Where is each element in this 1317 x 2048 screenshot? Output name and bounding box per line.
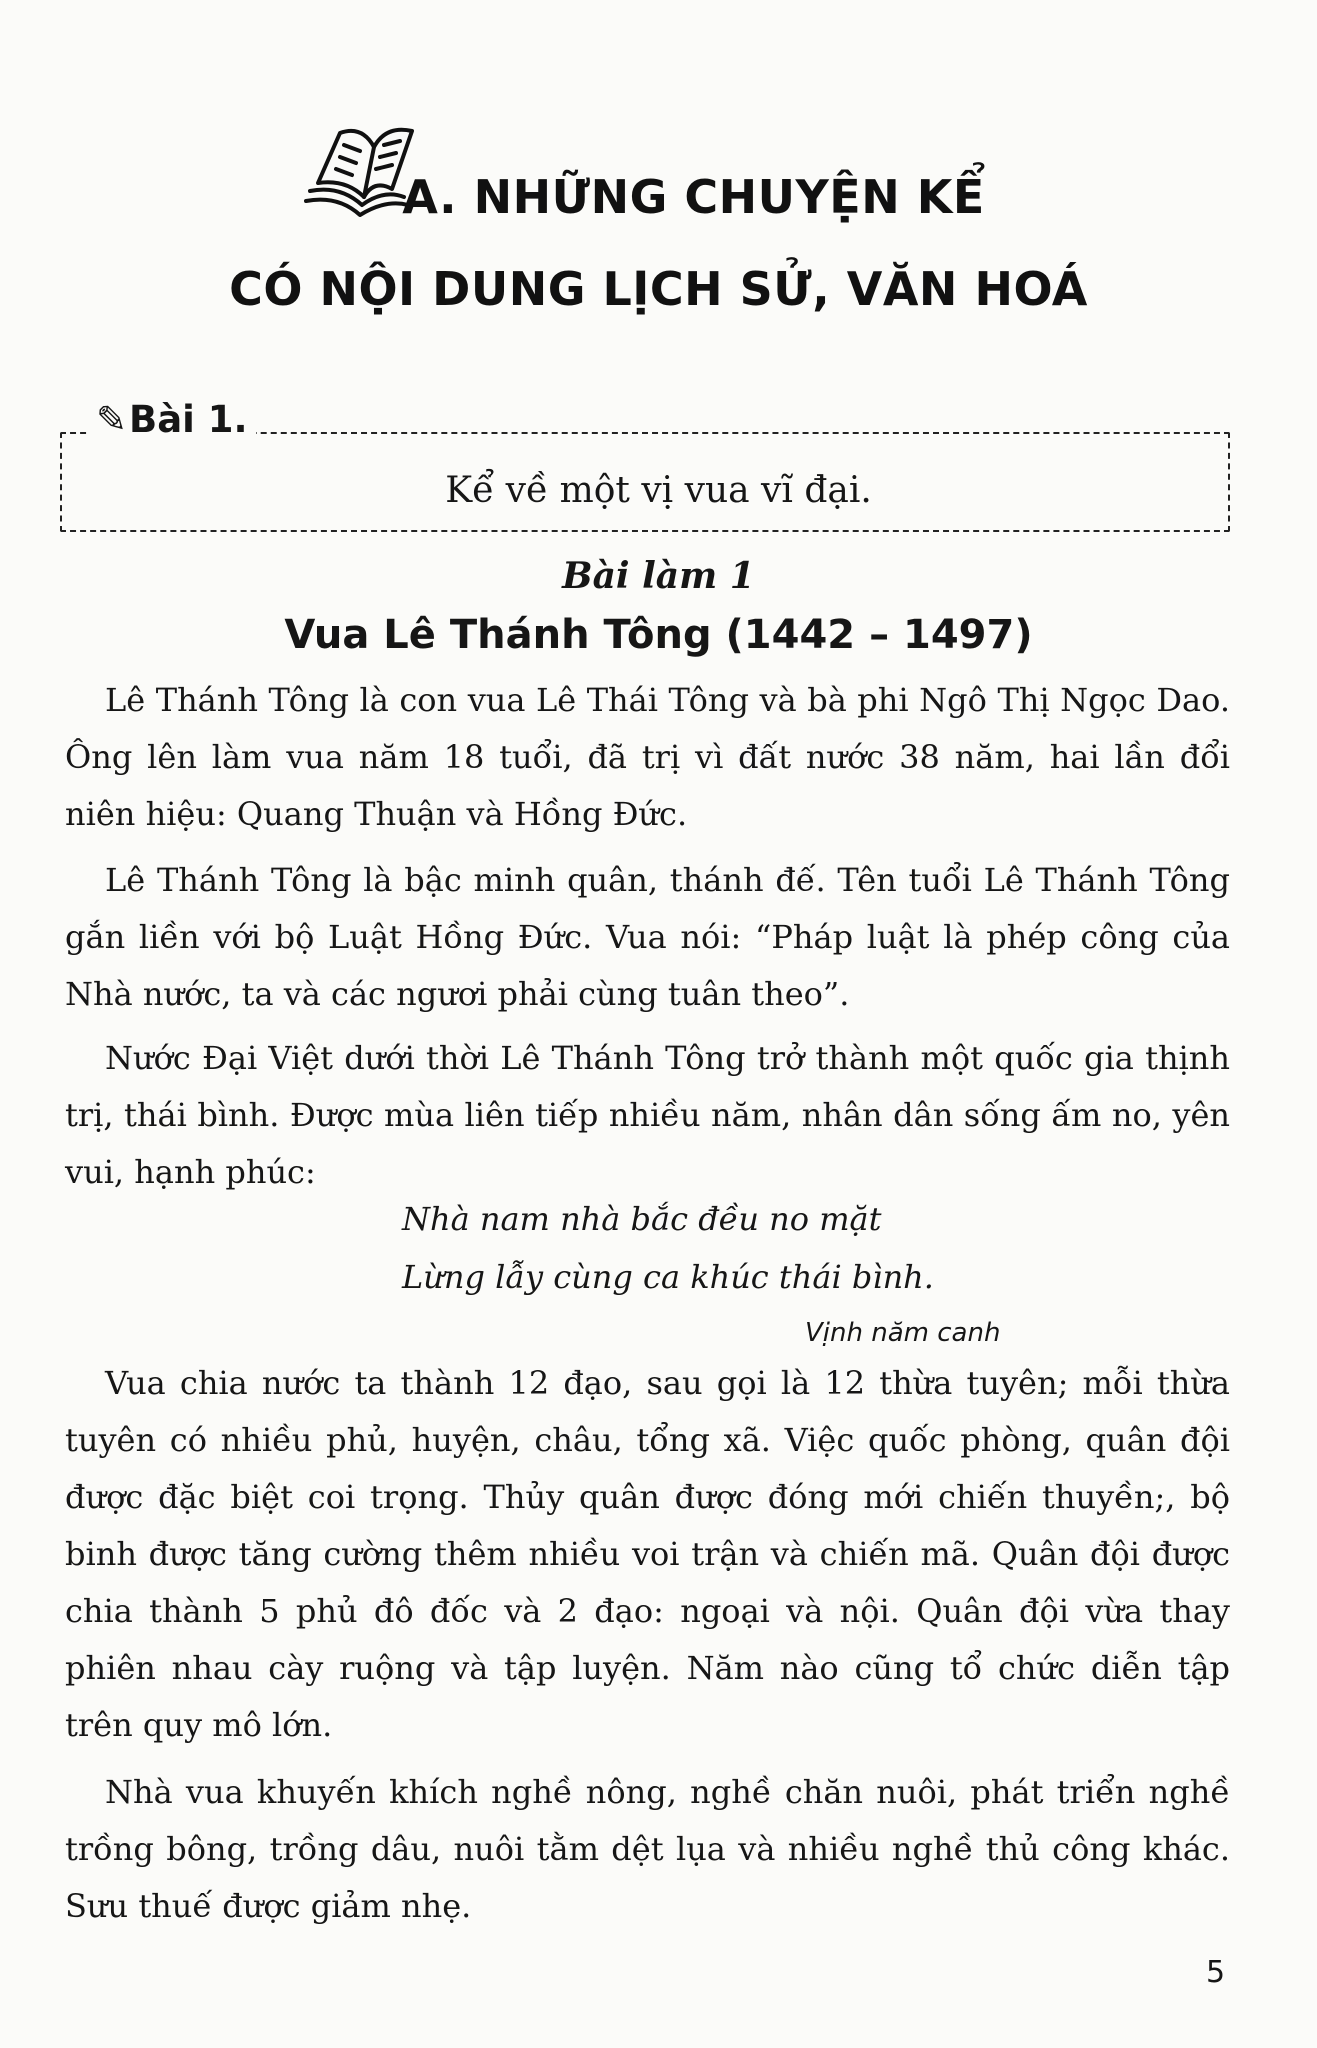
- essay-title: Vua Lê Thánh Tông (1442 – 1497): [284, 612, 1033, 658]
- exercise-number: Bài 1.: [129, 398, 248, 441]
- paragraph-2: Lê Thánh Tông là bậc minh quân, thánh đế. Tên tuổi Lê Thánh Tông gắn liền với bộ Luật Hồng Đức. Vua nói: “Pháp luật là phép công của Nhà nước, ta và các ngươi phải cùng tuân theo”.: [65, 861, 1230, 1013]
- page-number: 5: [1206, 1955, 1226, 1990]
- exercise-prompt: Kể về một vị vua vĩ đại.: [445, 470, 872, 511]
- section-title-line-2: CÓ NỘI DUNG LỊCH SỬ, VĂN HOÁ: [229, 262, 1088, 316]
- paragraph-5: Nhà vua khuyến khích nghề nông, nghề chăn nuôi, phát triển nghề trồng bông, trồng dâu, nuôi tằm dệt lụa và nhiều nghề thủ công khác. Sưu thuế được giảm nhẹ.: [65, 1773, 1230, 1925]
- poem-source: Vịnh năm canh: [805, 1318, 1001, 1348]
- paragraph-1: Lê Thánh Tông là con vua Lê Thái Tông và bà phi Ngô Thị Ngọc Dao. Ông lên làm vua năm 18 tuổi, đã trị vì đất nước 38 năm, hai lần đổi niên hiệu: Quang Thuận và Hồng Đức.: [65, 681, 1230, 833]
- poem-line-1: Nhà nam nhà bắc đều no mặt: [402, 1200, 882, 1238]
- pencil-icon: ✎: [96, 398, 128, 441]
- paragraph-4: Vua chia nước ta thành 12 đạo, sau gọi là 12 thừa tuyên; mỗi thừa tuyên có nhiều phủ, huyện, châu, tổng xã. Việc quốc phòng, quân đội được đặc biệt coi trọng. Thủy quân được đóng mới chiến thuyền;, bộ binh được tăng cường thêm nhiều voi trận và chiến mã. Quân đội được chia thành 5 phủ đô đốc và 2 đạo: ngoại và nội. Quân đội vừa thay phiên nhau cày ruộng và tập luyện. Năm nào cũng tổ chức diễn tập trên quy mô lớn.: [65, 1364, 1230, 1744]
- section-title-line-1: A. NHỮNG CHUYỆN KỂ: [402, 170, 985, 224]
- essay-label: Bài làm 1: [562, 555, 755, 597]
- poem-line-2: Lừng lẫy cùng ca khúc thái bình.: [402, 1258, 934, 1296]
- exercise-label: [90, 398, 256, 441]
- paragraph-3: Nước Đại Việt dưới thời Lê Thánh Tông trở thành một quốc gia thịnh trị, thái bình. Được mùa liên tiếp nhiều năm, nhân dân sống ấm no, yên vui, hạnh phúc:: [65, 1039, 1230, 1191]
